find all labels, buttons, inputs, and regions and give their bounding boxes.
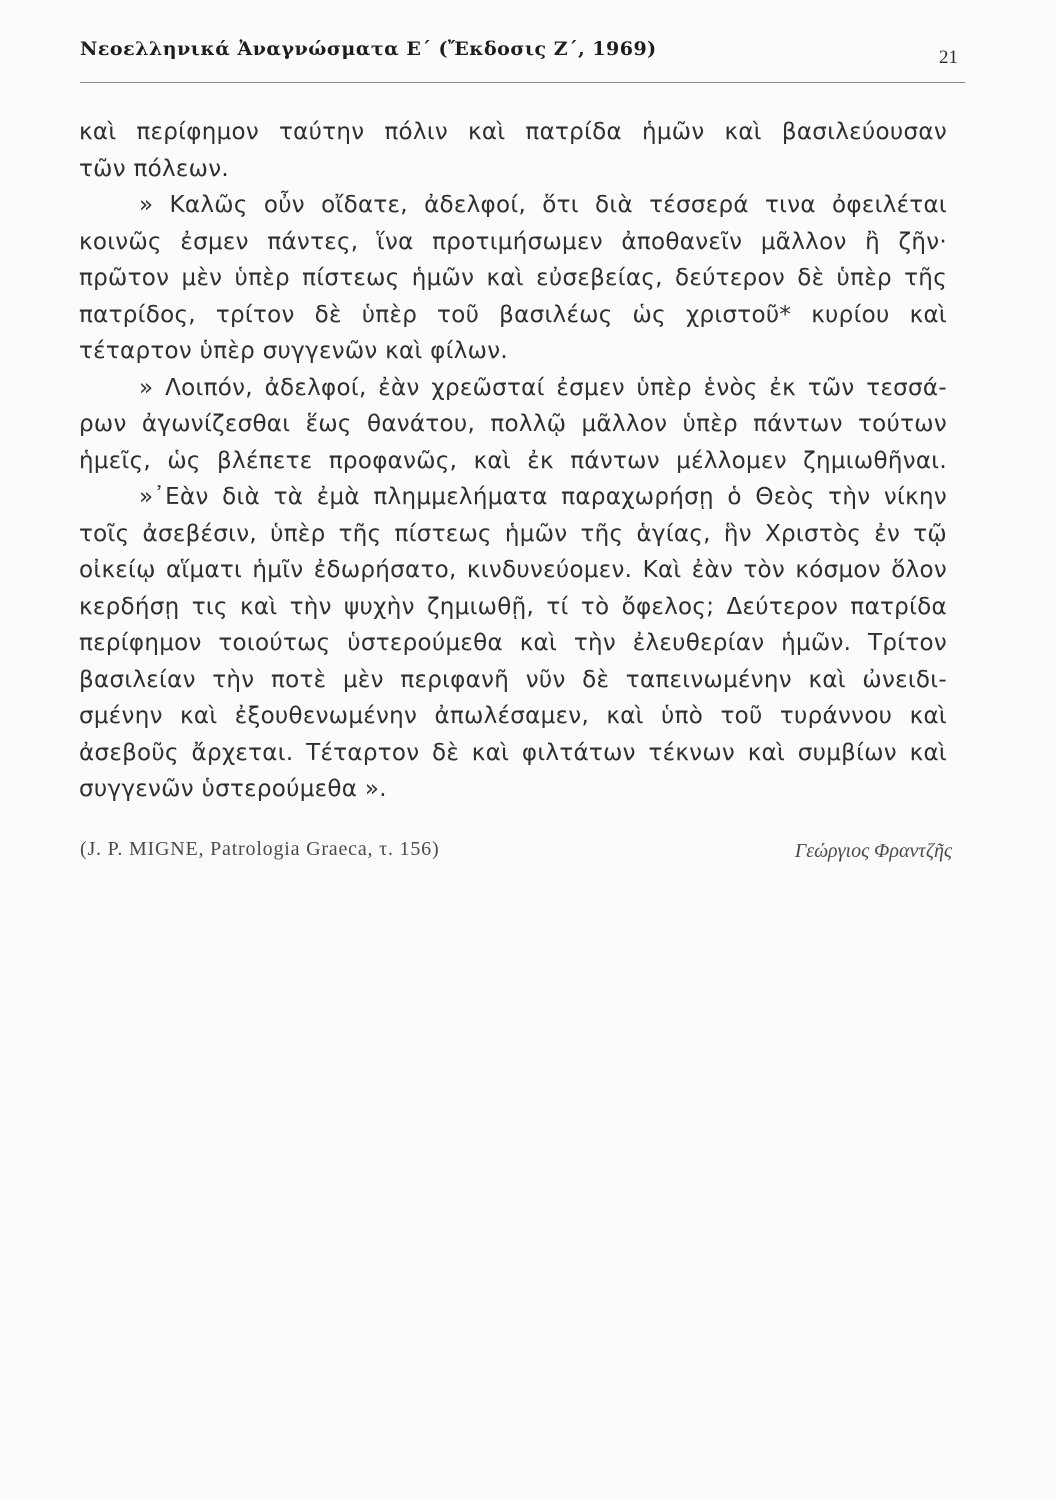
text-line: » Λοιπόν, ἀδελφοί, ἐὰν χρεῶσταί ἐσμεν ὑπὲρ ἑνὸς ἐκ τῶν τεσσά- — [139, 374, 947, 401]
text-line: πατρίδος, τρίτον δὲ ὑπὲρ τοῦ βασιλέως ὡς χριστοῦ* κυρίου καὶ — [79, 301, 947, 328]
text-line: τέταρτον ὑπὲρ συγγενῶν καὶ φίλων. — [79, 338, 508, 364]
author-name: Γεώργιος Φραντζῆς — [794, 840, 952, 862]
text-line: συγγενῶν ὑστερούμεθα ». — [79, 776, 387, 802]
text-line: οἰκείῳ αἵματι ἡμῖν ἐδωρήσατο, κινδυνεύομεν. Καὶ ἐὰν τὸν κόσμον ὅλον — [79, 557, 947, 583]
text-line: ρων ἀγωνίζεσθαι ἕως θανάτου, πολλῷ μᾶλλον ὑπὲρ πάντων τούτων — [79, 411, 947, 437]
text-line: σμένην καὶ ἐξουθενωμένην ἀπωλέσαμεν, καὶ ὑπὸ τοῦ τυράννου καὶ — [79, 703, 947, 729]
source-citation: (J. P. MIGNE, Patrologia Graeca, τ. 156) — [80, 838, 440, 860]
page-number: 21 — [939, 47, 958, 68]
text-line: κερδήσῃ τις καὶ τὴν ψυχὴν ζημιωθῇ, τί τὸ ὄφελος; Δεύτερον πατρίδα — [79, 593, 947, 620]
page-footer — [80, 838, 952, 868]
text-line: περίφημον τοιούτως ὑστερούμεθα καὶ τὴν ἐλευθερίαν ἡμῶν. Τρίτον — [79, 630, 947, 656]
text-line: τῶν πόλεων. — [79, 155, 229, 182]
text-line: »᾿Εὰν διὰ τὰ ἐμὰ πλημμελήματα παραχωρήσῃ ὁ Θεὸς τὴν νίκην — [139, 484, 947, 510]
text-line: καὶ περίφημον ταύτην πόλιν καὶ πατρίδα ἡμῶν καὶ βασιλεύουσαν — [79, 119, 947, 145]
running-title: Νεοελληνικά Ἀναγνώσματα Ε΄ (Ἔκδοσις Ζ΄, 1969) — [80, 38, 657, 60]
page-header — [80, 34, 970, 74]
text-line: ἡμεῖς, ὡς βλέπετε προφανῶς, καὶ ἐκ πάντων μέλλομεν ζημιωθῆναι. — [79, 447, 947, 474]
text-line: πρῶτον μὲν ὑπὲρ πίστεως ἡμῶν καὶ εὐσεβείας, δεύτερον δὲ ὑπὲρ τῆς — [79, 265, 947, 291]
text-line: ἀσεβοῦς ἄρχεται. Τέταρτον δὲ καὶ φιλτάτων τέκνων καὶ συμβίων καὶ — [79, 739, 947, 766]
text-line: » Καλῶς οὖν οἴδατε, ἀδελφοί, ὅτι διὰ τέσσερά τινα ὀφειλέται — [139, 192, 947, 218]
text-line: βασιλείαν τὴν ποτὲ μὲν περιφανῆ νῦν δὲ ταπεινωμένην καὶ ὠνειδι- — [79, 666, 947, 693]
main-text — [79, 114, 947, 808]
text-line: κοινῶς ἐσμεν πάντες, ἵνα προτιμήσωμεν ἀποθανεῖν μᾶλλον ἢ ζῆν· — [79, 228, 947, 255]
header-rule — [80, 82, 965, 83]
text-line: τοῖς ἀσεβέσιν, ὑπὲρ τῆς πίστεως ἡμῶν τῆς ἁγίας, ἣν Χριστὸς ἐν τῷ — [79, 520, 947, 547]
